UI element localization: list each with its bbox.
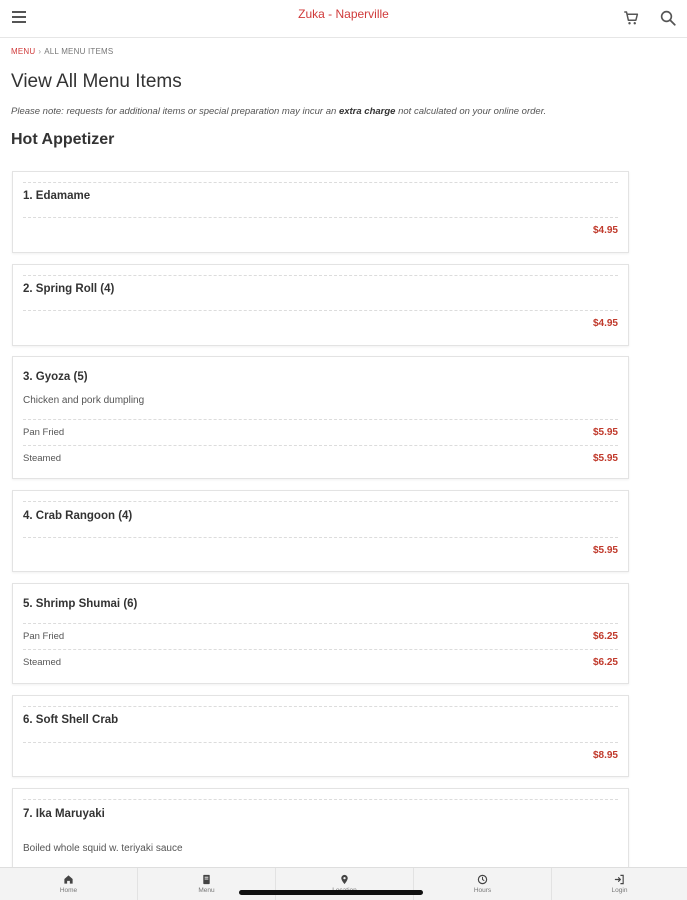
breadcrumb-separator: › [38,47,42,56]
extra-charge-emphasis: extra charge [338,106,396,117]
nav-location[interactable] [276,868,413,900]
nav-login[interactable] [552,868,687,900]
price-row[interactable] [23,310,618,335]
item-description: Chicken and pork dumpling [23,395,145,406]
item-price: $6.25 [592,657,618,668]
item-price: $5.95 [592,545,618,556]
item-name: 2. Spring Roll (4) [23,283,115,295]
menu-item-card[interactable] [12,695,629,777]
breadcrumb-menu-link[interactable]: MENU [11,47,36,56]
search-icon[interactable] [659,9,677,27]
price-option: Pan Fried [23,427,65,438]
item-name: 1. Edamame [23,190,91,202]
breadcrumb-current: ALL MENU ITEMS [44,47,114,56]
cart-icon[interactable] [622,9,640,27]
menu-item-card[interactable] [12,583,629,684]
item-price: $5.95 [592,453,618,464]
item-name: 7. Ika Maruyaki [23,808,105,820]
item-price: $6.25 [592,631,618,642]
item-name: 5. Shrimp Shumai (6) [23,598,138,610]
item-price: $4.95 [592,318,618,329]
price-row[interactable] [23,419,618,444]
price-row[interactable] [23,537,618,562]
item-price: $4.95 [592,225,618,236]
price-option: Steamed [23,657,62,668]
breadcrumb [11,47,113,56]
home-indicator [239,890,423,895]
item-name: 6. Soft Shell Crab [23,714,119,726]
bottom-nav [0,867,687,900]
top-bar [0,0,687,38]
menu-item-card[interactable] [12,490,629,572]
nav-menu[interactable] [138,868,275,900]
nav-label: Menu [198,887,215,894]
item-price: $5.95 [592,427,618,438]
menu-item-card[interactable] [12,171,629,253]
menu-item-card[interactable] [12,264,629,346]
menu-item-card[interactable] [12,356,629,479]
extra-charge-notice: Please note: requests for additional items or special preparation may incur an extra charge not calculated on your online order. [11,106,547,117]
app-title: Zuka - Naperville [298,7,389,21]
section-title: Hot Appetizer [11,131,115,148]
price-row[interactable] [23,445,618,470]
item-name: 3. Gyoza (5) [23,371,88,383]
nav-label: Home [59,887,78,894]
price-row[interactable] [23,217,618,242]
book-icon [201,874,212,885]
nav-home[interactable] [0,868,137,900]
nav-label: Hours [473,887,492,894]
map-pin-icon [339,874,350,885]
item-name: 4. Crab Rangoon (4) [23,510,133,522]
nav-hours[interactable] [414,868,551,900]
item-description: Boiled whole squid w. teriyaki sauce [23,843,183,854]
price-option: Steamed [23,453,62,464]
login-icon [614,874,625,885]
item-price: $8.95 [592,750,618,761]
price-option: Pan Fried [23,631,65,642]
price-row[interactable] [23,649,618,674]
price-row[interactable] [23,742,618,767]
clock-icon [477,874,488,885]
home-icon [63,874,74,885]
price-row[interactable] [23,623,618,648]
page-title: View All Menu Items [11,71,182,92]
nav-label: Login [611,887,628,894]
